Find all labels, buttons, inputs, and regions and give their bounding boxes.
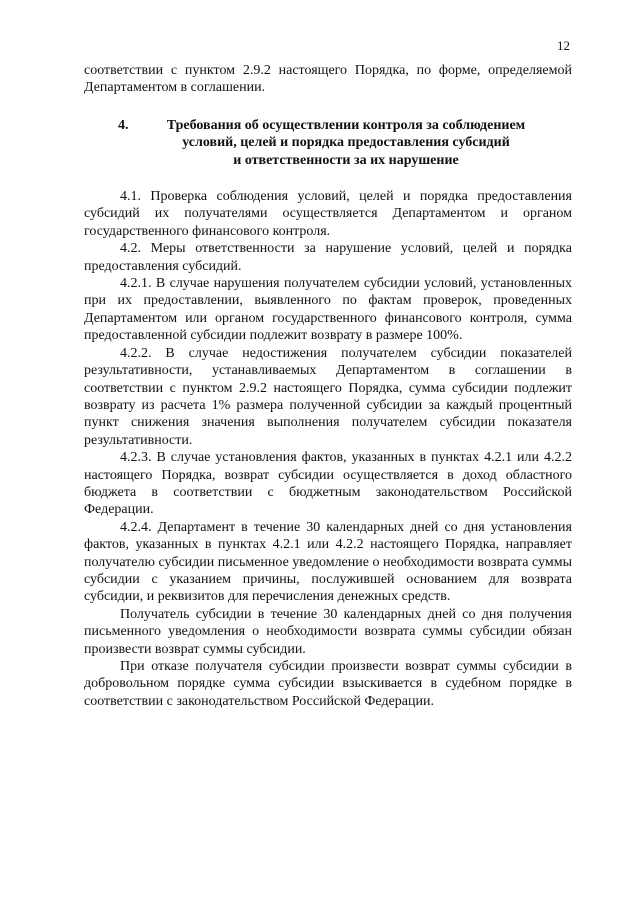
section-number: 4. (118, 117, 129, 133)
section-title (150, 117, 572, 169)
section-title-line: условий, целей и порядка предоставления субсидий (182, 135, 510, 151)
section-heading (84, 117, 572, 169)
paragraph-refusal: При отказе получателя субсидии произвести возврат суммы субсидии в добровольном порядке сумма субсидии взыскивается в судебном порядке в соответствии с законодательством Российской Федерации. (84, 659, 572, 709)
paragraph-4-2-4: 4.2.4. Департамент в течение 30 календарных дней со дня установления фактов, указанных в пунктах 4.2.1 или 4.2.2 настоящего Порядка, направляет получателю субсидии письменное уведомление о необходимости возврата суммы субсидии с указанием причины, послужившей основанием для возврата субсидии, и реквизитов для перечисления денежных средств. (84, 519, 572, 605)
section-title-line: Требования об осуществлении контроля за соблюдением (166, 117, 526, 133)
paragraph-4-2-2: 4.2.2. В случае недостижения получателем субсидии показателей результативности, устанавливаемых Департаментом в соглашении в соответствии с пунктом 2.9.2 настоящего Порядка, сумма субсидии подлежит возврату из расчета 1% размера полученной субсидии за каждый процентный пункт снижения значения выполнения получателем субсидии показателя результативности. (84, 345, 572, 448)
paragraph-4-1: 4.1. Проверка соблюдения условий, целей и порядка предоставления субсидий их получателями осуществляется Департаментом и органом государственного финансового контроля. (84, 189, 572, 239)
document-body (84, 62, 572, 710)
section-title-line: и ответственности за их нарушение (233, 152, 459, 168)
paragraph-4-2-3: 4.2.3. В случае установления фактов, указанных в пунктах 4.2.1 или 4.2.2 настоящего Порядка, возврат субсидии осуществляется в доход областного бюджета в соответствии с бюджетным законодательством Российской Федерации. (84, 450, 572, 518)
paragraph-4-2-1: 4.2.1. В случае нарушения получателем субсидии условий, установленных при их предоставлении, выявленного по фактам проверок, проведенных Департаментом или органом государственного финансового контроля, сумма предоставленной субсидии подлежит возврату в размере 100%. (84, 276, 572, 344)
paragraph-4-2: 4.2. Меры ответственности за нарушение условий, целей и порядка предоставления субсидий. (84, 241, 572, 274)
continuation-paragraph: соответствии с пунктом 2.9.2 настоящего Порядка, по форме, определяемой Департаментом в соглашении. (84, 63, 572, 96)
page-number: 12 (557, 38, 570, 53)
paragraph-recipient-return: Получатель субсидии в течение 30 календарных дней со дня получения письменного уведомления о необходимости возврата суммы субсидии обязан произвести возврат суммы субсидии. (84, 606, 572, 657)
